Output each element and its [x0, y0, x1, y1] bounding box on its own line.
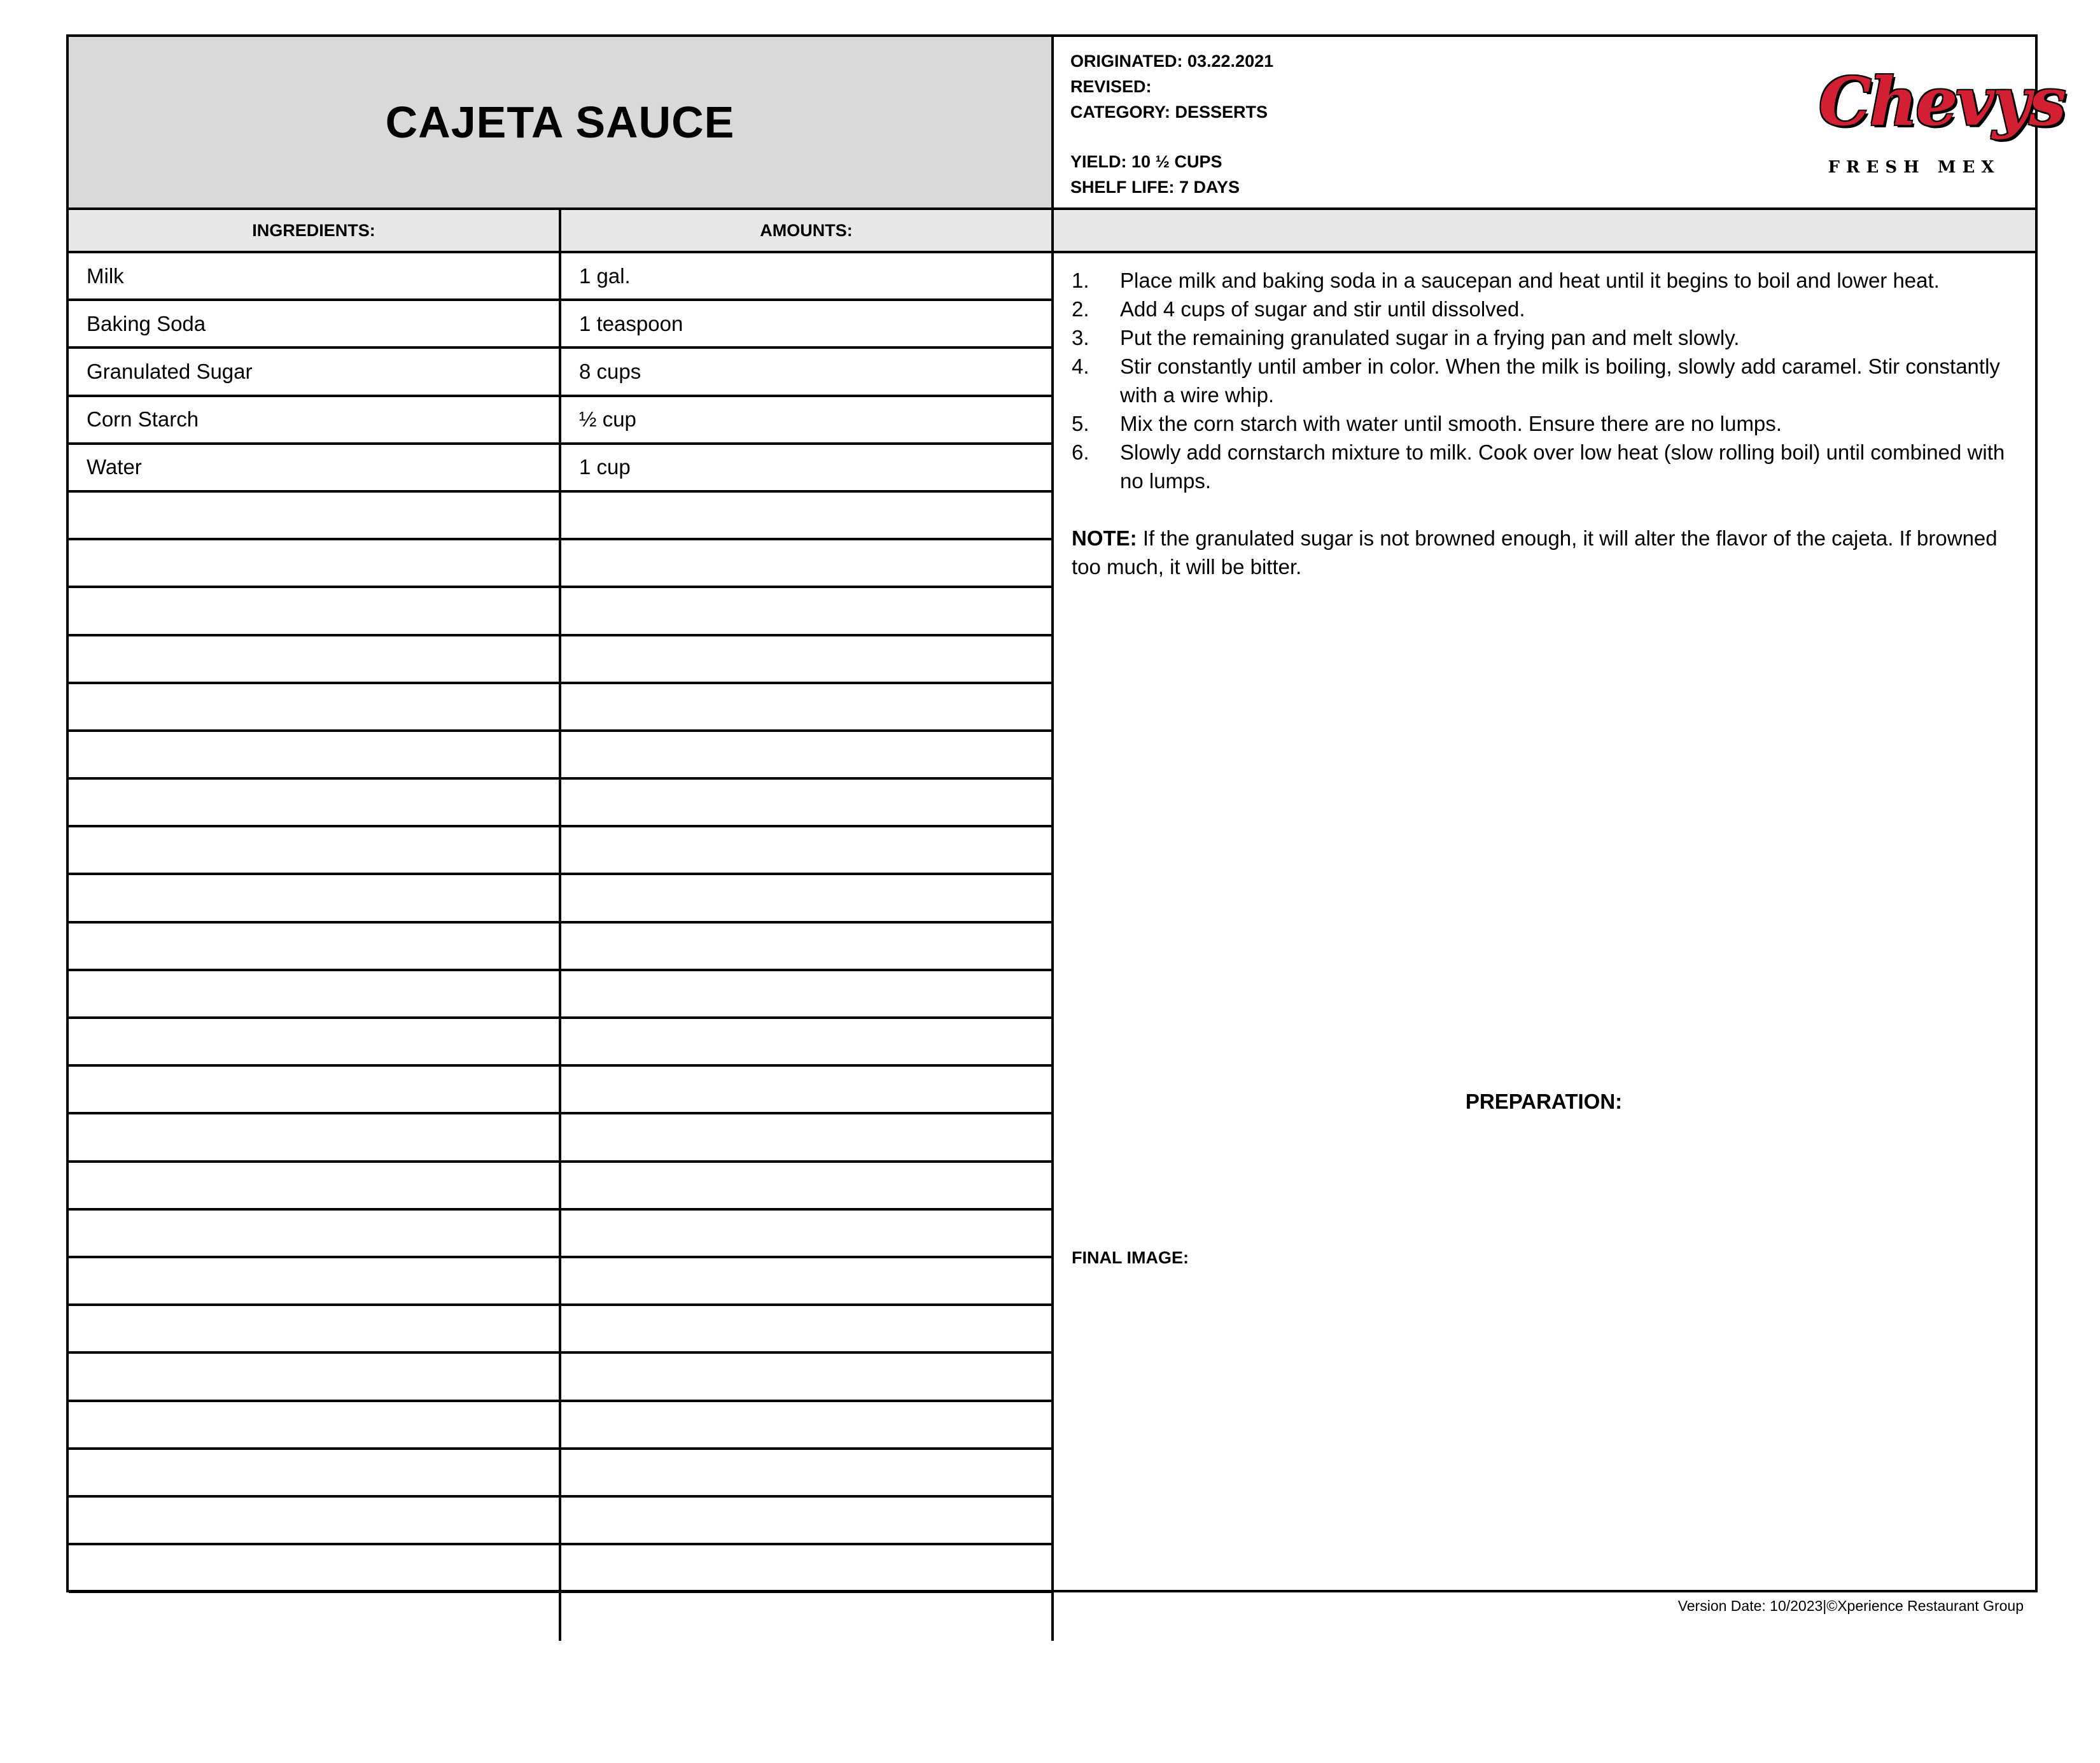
ingredient-amount: [561, 732, 1054, 777]
category: CATEGORY: DESSERTS: [1070, 102, 1268, 122]
preparation-header: PREPARATION:: [1465, 1089, 1623, 1113]
ingredient-amount: [561, 588, 1054, 633]
step-text: Slowly add cornstarch mixture to milk. Cook over low heat (slow rolling boil) until combined with no lumps.: [1120, 440, 2005, 493]
preparation-step: [1072, 409, 2016, 438]
ingredient-name: [69, 684, 561, 729]
ingredient-name: [69, 924, 561, 969]
ingredient-name: [69, 1114, 561, 1160]
ingredient-amount: 8 cups: [561, 349, 1054, 394]
ingredient-amount: [561, 1545, 1054, 1591]
ingredient-name: [69, 1067, 561, 1112]
ingredient-amount: [561, 1498, 1054, 1543]
ingredient-name: [69, 1354, 561, 1399]
table-row: [69, 780, 1054, 827]
ingredient-name: [69, 971, 561, 1016]
table-row: [69, 1067, 1054, 1114]
recipe-title: CAJETA SAUCE: [385, 97, 735, 147]
ingredient-name: [69, 875, 561, 920]
originated-date: ORIGINATED: 03.22.2021: [1070, 52, 1274, 71]
ingredient-name: Milk: [69, 253, 561, 299]
table-row: [69, 397, 1054, 445]
ingredient-amount: [561, 924, 1054, 969]
ingredient-amount: [561, 1211, 1054, 1256]
ingredient-name: Granulated Sugar: [69, 349, 561, 394]
table-row: [69, 1450, 1054, 1498]
revised-date: REVISED:: [1070, 77, 1152, 96]
table-row: [69, 1402, 1054, 1450]
preparation-step: [1072, 438, 2016, 495]
ingredient-name: [69, 1211, 561, 1256]
ingredient-amount: [561, 1402, 1054, 1447]
step-number: 6.: [1072, 440, 1089, 464]
table-row: [69, 875, 1054, 923]
step-text: Place milk and baking soda in a saucepan and heat until it begins to boil and lower heat.: [1120, 269, 1940, 292]
preparation-step: [1072, 323, 2016, 352]
chevys-logo: [1819, 62, 2064, 190]
step-text: Mix the corn starch with water until smooth. Ensure there are no lumps.: [1120, 412, 1782, 435]
ingredient-amount: [561, 684, 1054, 729]
step-text: Put the remaining granulated sugar in a frying pan and melt slowly.: [1120, 326, 1740, 349]
ingredient-amount: [561, 1258, 1054, 1303]
step-text: Stir constantly until amber in color. When the milk is boiling, slowly add caramel. Stir constantly with a wire whip.: [1120, 355, 2000, 407]
table-row: [69, 1258, 1054, 1306]
ingredient-name: [69, 636, 561, 682]
logo-wordmark: Chevys: [1819, 62, 2064, 141]
preparation-note: [1072, 524, 2016, 581]
table-row: [69, 445, 1054, 493]
ingredient-name: [69, 1258, 561, 1303]
preparation-steps: [1072, 266, 2016, 495]
table-row: [69, 1019, 1054, 1067]
ingredient-name: Water: [69, 445, 561, 490]
preparation-step: [1072, 352, 2016, 409]
recipe-meta: [1054, 37, 2064, 210]
table-row: [69, 588, 1054, 636]
step-text: Add 4 cups of sugar and stir until dissolved.: [1120, 297, 1525, 321]
table-row: [69, 1114, 1054, 1162]
ingredient-amount: [561, 636, 1054, 682]
ingredient-amount: 1 gal.: [561, 253, 1054, 299]
ingredient-name: [69, 780, 561, 825]
table-row: [69, 827, 1054, 875]
ingredient-amount: 1 cup: [561, 445, 1054, 490]
ingredient-amount: [561, 827, 1054, 873]
ingredient-amount: [561, 875, 1054, 920]
table-row: [69, 732, 1054, 780]
ingredient-name: [69, 540, 561, 586]
ingredients-header: INGREDIENTS:: [69, 210, 561, 251]
table-row: [69, 540, 1054, 588]
yield: YIELD: 10 ½ CUPS: [1070, 152, 1222, 171]
ingredient-name: [69, 1306, 561, 1351]
step-number: 5.: [1072, 412, 1089, 435]
table-row: [69, 971, 1054, 1019]
ingredient-amount: [561, 1306, 1054, 1351]
ingredient-amount: [561, 1163, 1054, 1208]
step-number: 4.: [1072, 355, 1089, 378]
version-footer: Version Date: 10/2023|©Xperience Restaurant Group: [1677, 1598, 2024, 1614]
ingredient-name: [69, 493, 561, 538]
ingredient-amount: ½ cup: [561, 397, 1054, 442]
ingredient-name: Baking Soda: [69, 301, 561, 346]
ingredient-amount: [561, 1354, 1054, 1399]
ingredient-amount: [561, 780, 1054, 825]
ingredient-name: [69, 1019, 561, 1064]
ingredient-name: [69, 1163, 561, 1208]
ingredient-amount: [561, 1450, 1054, 1495]
ingredient-amount: [561, 1593, 1054, 1641]
note-label: NOTE:: [1072, 526, 1137, 550]
ingredient-name: [69, 1545, 561, 1591]
ingredient-amount: 1 teaspoon: [561, 301, 1054, 346]
preparation-step: [1072, 266, 2016, 295]
ingredient-name: Corn Starch: [69, 397, 561, 442]
ingredient-amount: [561, 1067, 1054, 1112]
table-row: [69, 253, 1054, 301]
table-row: [69, 493, 1054, 540]
ingredient-name: [69, 1450, 561, 1495]
logo-tagline: FRESH MEX: [1828, 158, 2001, 177]
preparation-step: [1072, 295, 2016, 323]
table-row: [69, 1354, 1054, 1401]
step-number: 1.: [1072, 269, 1089, 292]
table-row: [69, 301, 1054, 349]
ingredient-amount: [561, 1114, 1054, 1160]
ingredient-name: [69, 732, 561, 777]
table-row: [69, 684, 1054, 732]
ingredient-name: [69, 1498, 561, 1543]
table-row: [69, 1306, 1054, 1354]
ingredient-amount: [561, 971, 1054, 1016]
shelf-life: SHELF LIFE: 7 DAYS: [1070, 178, 1240, 197]
table-row: [69, 636, 1054, 684]
title-cell: [69, 37, 1054, 210]
ingredient-amount: [561, 493, 1054, 538]
table-row: [69, 1211, 1054, 1258]
ingredient-name: [69, 588, 561, 633]
table-row: [69, 1593, 1054, 1641]
ingredient-name: [69, 1402, 561, 1447]
table-row: [69, 349, 1054, 397]
step-number: 2.: [1072, 297, 1089, 321]
preparation-panel: [1054, 253, 2035, 1590]
ingredient-amount: [561, 1019, 1054, 1064]
final-image-label: FINAL IMAGE:: [1072, 1248, 1189, 1267]
ingredient-name: [69, 827, 561, 873]
recipe-card: [66, 34, 2064, 1592]
ingredient-name: [69, 1593, 561, 1641]
table-row: [69, 1163, 1054, 1211]
amounts-header: AMOUNTS:: [561, 210, 1054, 251]
note-text: If the granulated sugar is not browned enough, it will alter the flavor of the cajeta. If browned too much, it will be bitter.: [1072, 526, 1998, 579]
table-row: [69, 1545, 1054, 1593]
table-row: [69, 1498, 1054, 1545]
ingredient-amount: [561, 540, 1054, 586]
step-number: 3.: [1072, 326, 1089, 349]
ingredient-table: [69, 253, 1054, 1641]
table-row: [69, 924, 1054, 971]
